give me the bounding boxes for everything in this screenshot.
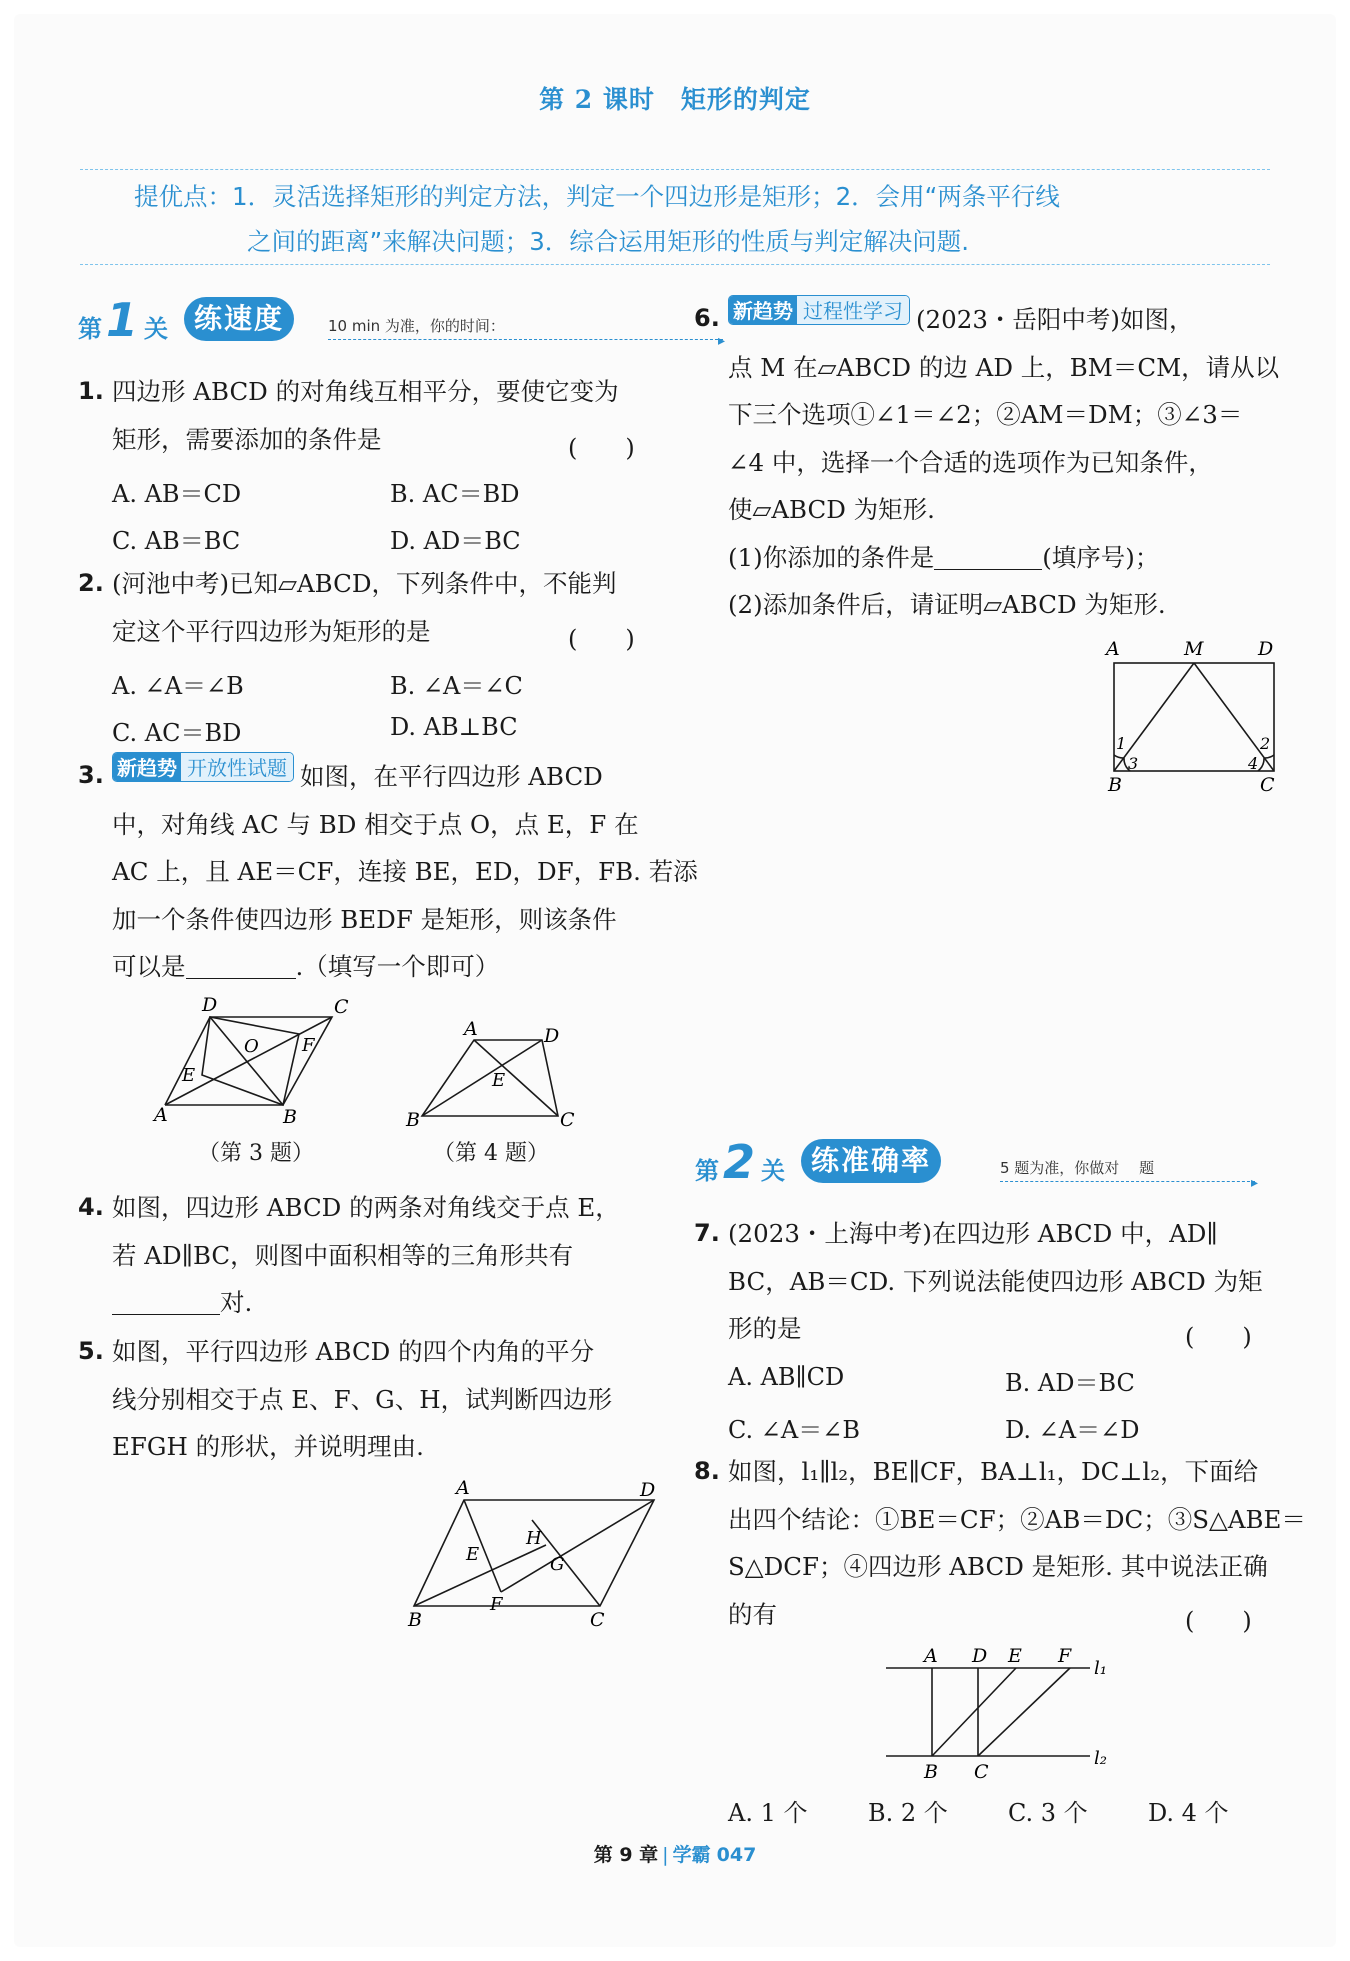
fig3-label-b: B <box>283 1106 297 1125</box>
tips-line1: 提优点：1．灵活选择矩形的判定方法，判定一个四边形是矩形；2．会用“两条平行线 <box>134 182 1060 211</box>
q7-option-a: A. AB∥CD <box>728 1363 845 1391</box>
section1-guan: 关 <box>144 315 168 343</box>
tips-text <box>134 174 1244 264</box>
q7-answer-paren: ( ) <box>1185 1323 1252 1351</box>
q6-sub1a: (1)你添加的条件是 <box>728 542 935 572</box>
section1-number: 1 <box>106 293 139 347</box>
q3-number: 3. <box>78 761 104 789</box>
fig6-angle1-arc <box>1114 755 1124 758</box>
fig6-segment-bm <box>1114 663 1194 771</box>
section1-note: 10 min 为准，你的时间： <box>328 317 505 335</box>
footer-separator: | <box>662 1844 669 1866</box>
q2-option-b: B. ∠A＝∠C <box>390 672 523 700</box>
figure-q4 <box>400 1020 590 1130</box>
q1-option-d: D. AD＝BC <box>390 527 521 555</box>
fig5-label-c: C <box>590 1609 605 1628</box>
figure-q6 <box>1100 637 1290 797</box>
q5-number: 5. <box>78 1337 104 1365</box>
fig5-label-f: F <box>490 1594 503 1615</box>
q6-line3: 下三个选项①∠1＝∠2；②AM＝DM；③∠3＝ <box>728 400 1243 429</box>
figure-q8 <box>880 1640 1120 1785</box>
section2-dashline <box>1000 1181 1255 1182</box>
q2-number: 2. <box>78 569 104 597</box>
q8-line3: S△DCF；④四边形 ABCD 是矩形. 其中说法正确 <box>728 1552 1268 1581</box>
q3-line5a: 可以是 <box>112 952 186 981</box>
q8-number: 8. <box>694 1457 720 1485</box>
fig3-label-o: O <box>244 1036 259 1057</box>
arrow-icon: ▸ <box>718 333 726 349</box>
question-3 <box>78 752 698 991</box>
fig3-quad-bedf <box>202 1017 299 1105</box>
q1-number: 1. <box>78 377 104 405</box>
q5-line3: EFGH 的形状，并说明理由. <box>112 1432 424 1461</box>
fig8-label-l2: l₂ <box>1094 1748 1107 1769</box>
section1-di: 第 <box>78 315 102 343</box>
q1-line1: 四边形 ABCD 的对角线互相平分，要使它变为 <box>112 377 619 406</box>
q8-answer-paren: ( ) <box>1185 1607 1252 1635</box>
q6-number: 6. <box>694 304 720 332</box>
q5-line2: 线分别相交于点 E、F、G、H，试判断四边形 <box>112 1384 613 1414</box>
q1-line2: 矩形，需要添加的条件是 <box>112 424 382 454</box>
q8-option-c: C. 3 个 <box>1008 1799 1088 1827</box>
fig8-label-f: F <box>1058 1645 1072 1667</box>
figure-q5 <box>400 1478 670 1628</box>
q7-line2: BC，AB＝CD. 下列说法能使四边形 ABCD 为矩 <box>728 1266 1263 1296</box>
fig8-segment-cf <box>978 1668 1070 1756</box>
section1-dashline <box>328 339 723 340</box>
q2-option-a: A. ∠A＝∠B <box>112 672 244 700</box>
q4-answer-blank[interactable] <box>112 1314 220 1315</box>
fig4-diagonal-bd <box>422 1040 542 1116</box>
q2-option-d: D. AB⊥BC <box>390 713 518 741</box>
section2-name: 练准确率 <box>801 1139 941 1183</box>
q8-option-b: B. 2 个 <box>868 1799 948 1827</box>
fig6-label-4: 4 <box>1248 754 1259 773</box>
section1-name: 练速度 <box>184 297 294 341</box>
fig6-angle4-arc <box>1258 758 1264 771</box>
q3-badge-type: 开放性试题 <box>181 753 293 782</box>
fig6-label-b: B <box>1108 774 1122 796</box>
q4-line2: 若 AD∥BC，则图中面积相等的三角形共有 <box>112 1240 574 1270</box>
fig5-label-b: B <box>408 1609 422 1628</box>
fig5-bisector-b <box>414 1545 546 1606</box>
q5-line1: 如图，平行四边形 ABCD 的四个内角的平分 <box>112 1337 595 1366</box>
section2-note: 5 题为准，你做对 题 <box>1000 1159 1155 1177</box>
q6-line5: 使▱ABCD 为矩形. <box>728 495 935 524</box>
question-6 <box>694 295 1288 629</box>
fig6-label-3: 3 <box>1128 754 1139 773</box>
q3-badge <box>112 752 294 782</box>
fig5-label-h: H <box>526 1528 542 1549</box>
fig3-label-a: A <box>154 1104 168 1125</box>
q6-badge-trend: 新趋势 <box>729 296 797 325</box>
fig4-diagonal-ac <box>474 1040 558 1116</box>
fig6-label-2: 2 <box>1260 734 1271 753</box>
tips-box <box>80 169 1270 265</box>
fig4-label-e: E <box>492 1070 506 1091</box>
section2-di: 第 <box>695 1157 719 1185</box>
q6-sub2: (2)添加条件后，请证明▱ABCD 为矩形. <box>728 590 1166 619</box>
fig8-label-a: A <box>924 1645 938 1667</box>
q7-line1: (2023・上海中考)在四边形 ABCD 中，AD∥ <box>728 1219 1218 1248</box>
q4-line3: 对. <box>220 1288 253 1317</box>
page-footer <box>0 1840 1350 1867</box>
fig6-segment-cm <box>1194 663 1274 771</box>
q3-line3: AC 上，且 AE＝CF，连接 BE，ED，DF，FB. 若添 <box>112 857 698 886</box>
fig5-bisector-c <box>532 1520 600 1606</box>
q6-line4: ∠4 中，选择一个合适的选项作为已知条件， <box>728 447 1213 477</box>
fig3-label-d: D <box>202 995 218 1016</box>
fig3-label-f: F <box>302 1035 315 1056</box>
q3-line4: 加一个条件使四边形 BEDF 是矩形，则该条件 <box>112 904 617 934</box>
page-title: 第 2 课时 矩形的判定 <box>539 85 811 114</box>
q7-option-c: C. ∠A＝∠B <box>728 1416 860 1444</box>
fig6-label-a: A <box>1106 638 1120 660</box>
fig8-segment-be <box>932 1668 1016 1756</box>
section1-header <box>78 293 726 349</box>
q8-line1: 如图，l₁∥l₂，BE∥CF，BA⊥l₁，DC⊥l₂，下面给 <box>728 1457 1259 1486</box>
q6-badge <box>728 295 910 325</box>
q3-answer-blank[interactable] <box>186 978 296 979</box>
fig6-label-c: C <box>1260 774 1275 796</box>
section2-number: 2 <box>723 1135 756 1189</box>
fig8-label-l1: l₁ <box>1094 1658 1107 1679</box>
fig6-label-m: M <box>1184 638 1204 660</box>
fig6-angle2-arc <box>1264 755 1274 758</box>
q3-line5b: .（填写一个即可） <box>295 952 500 981</box>
footer-chapter: 第 9 章 <box>593 1844 659 1866</box>
section2-header <box>695 1137 1275 1191</box>
fig4-label-c: C <box>560 1109 575 1130</box>
footer-page-number: 047 <box>716 1844 757 1866</box>
section2-guan: 关 <box>761 1157 785 1185</box>
q4-number: 4. <box>78 1193 104 1221</box>
q8-option-a: A. 1 个 <box>728 1799 808 1827</box>
footer-book: 学霸 <box>672 1844 711 1866</box>
fig4-label-b: B <box>406 1109 420 1130</box>
q3-line2: 中，对角线 AC 与 BD 相交于点 O，点 E，F 在 <box>112 809 639 839</box>
fig5-label-d: D <box>640 1479 656 1501</box>
q6-sub1b: (填序号)； <box>1042 542 1160 572</box>
q7-option-d: D. ∠A＝∠D <box>1005 1416 1140 1444</box>
q8-line4: 的有 <box>728 1599 777 1629</box>
q7-option-b: B. AD＝BC <box>1005 1369 1135 1397</box>
question-5 <box>78 1328 657 1471</box>
q2-answer-paren: ( ) <box>568 625 635 653</box>
fig6-label-d: D <box>1258 638 1274 660</box>
fig3-label-c: C <box>334 996 349 1018</box>
q2-option-c: C. AC＝BD <box>112 719 242 747</box>
fig8-label-e: E <box>1008 1645 1022 1667</box>
fig6-label-1: 1 <box>1116 734 1127 753</box>
q3-badge-trend: 新趋势 <box>113 753 181 782</box>
q8-option-d: D. 4 个 <box>1148 1799 1229 1827</box>
fig8-label-c: C <box>974 1761 989 1783</box>
fig8-label-d: D <box>972 1645 988 1667</box>
q1-answer-paren: ( ) <box>568 434 635 462</box>
question-4 <box>78 1184 657 1327</box>
fig4-label-d: D <box>544 1025 560 1047</box>
fig3-label-e: E <box>182 1065 196 1086</box>
q6-line2: 点 M 在▱ABCD 的边 AD 上，BM＝CM，请从以 <box>728 352 1280 382</box>
q1-option-b: B. AC＝BD <box>390 480 520 508</box>
q3-line1: 如图，在平行四边形 ABCD <box>300 762 603 791</box>
arrow-icon: ▸ <box>1251 1175 1259 1191</box>
q8-line2: 出四个结论：①BE＝CF；②AB＝DC；③S△ABE＝ <box>728 1504 1306 1534</box>
fig4-caption: （第 4 题） <box>433 1141 549 1166</box>
q4-line1: 如图，四边形 ABCD 的两条对角线交于点 E， <box>112 1193 620 1222</box>
q7-line3: 形的是 <box>728 1314 802 1343</box>
q2-line1: (河池中考)已知▱ABCD，下列条件中，不能判 <box>112 569 617 598</box>
q6-line1: (2023・岳阳中考)如图， <box>916 305 1194 334</box>
fig5-label-a: A <box>456 1478 470 1499</box>
figure-q3 <box>150 995 360 1125</box>
q6-badge-type: 过程性学习 <box>797 296 909 325</box>
fig5-label-g: G <box>550 1554 565 1575</box>
q1-option-a: A. AB＝CD <box>112 480 242 508</box>
fig3-caption: （第 3 题） <box>198 1141 314 1166</box>
fig4-label-a: A <box>464 1020 478 1040</box>
fig5-label-e: E <box>466 1544 480 1565</box>
tips-line2: 之间的距离”来解决问题；3．综合运用矩形的性质与判定解决问题. <box>247 227 970 256</box>
fig4-trapezoid <box>422 1040 558 1116</box>
q6-answer-blank[interactable] <box>934 569 1042 570</box>
q7-number: 7. <box>694 1219 720 1247</box>
fig8-label-b: B <box>924 1761 938 1783</box>
q2-line2: 定这个平行四边形为矩形的是 <box>112 616 431 646</box>
q1-option-c: C. AB＝BC <box>112 527 241 555</box>
